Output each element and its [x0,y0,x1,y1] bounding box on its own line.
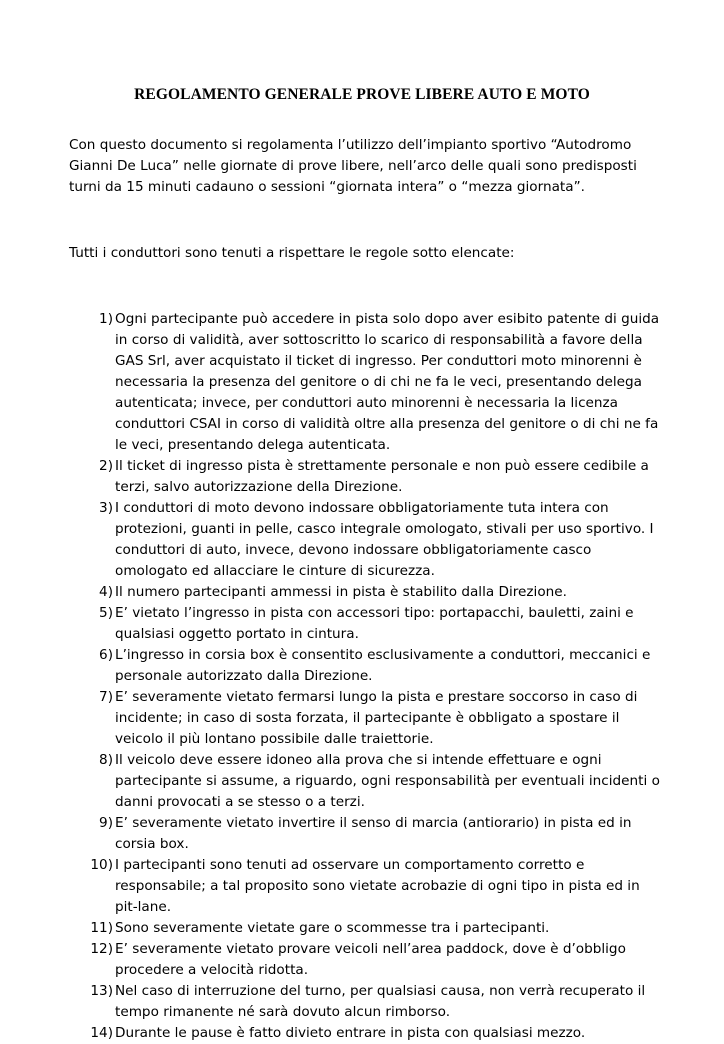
rule-item [69,981,661,1023]
rule-text: I partecipanti sono tenuti ad osservare un comportamento corretto e responsabile; a tal proposito sono vietate acrobazie di ogni tipo in pista ed in pit-lane. [115,857,640,915]
rule-text: Nel caso di interruzione del turno, per qualsiasi causa, non verrà recuperato il tempo rimanente né sarà dovuto alcun rimborso. [115,983,646,1020]
rule-number: 8) [99,752,113,768]
rules-lead-paragraph: Tutti i conduttori sono tenuti a rispettare le regole sotto elencate: [69,245,515,261]
rule-text: E’ severamente vietato provare veicoli nell’area paddock, dove è d’obbligo procedere a velocità ridotta. [115,941,626,978]
rule-item [69,582,661,603]
rule-number: 1) [99,311,113,327]
rule-number: 9) [99,815,113,831]
rule-number: 3) [99,500,113,516]
rule-number: 4) [99,584,113,600]
intro-paragraph: Con questo documento si regolamenta l’utilizzo dell’impianto sportivo “Autodromo Gianni De Luca” nelle giornate di prove libere, nell’arco delle quali sono predisposti turni da 15 minuti cadauno o sessioni “giornata intera” o “mezza giornata”. [69,137,637,195]
rule-text: Ogni partecipante può accedere in pista solo dopo aver esibito patente di guida in corso di validità, aver sottoscritto lo scarico di responsabilità a favore della GAS Srl, aver acquistato il ticket di ingresso. Per conduttori moto minorenni è necessaria la presenza del genitore o di chi ne fa le veci, presentando delega autenticata; invece, per conduttori auto minorenni è necessaria la licenza conduttori CSAI in corso di validità oltre alla presenza del genitore o di chi ne fa le veci, presentando delega autenticata. [115,311,660,453]
rule-number: 14) [90,1025,113,1041]
rule-item [69,687,661,750]
rule-item [69,1023,661,1044]
document-title: REGOLAMENTO GENERALE PROVE LIBERE AUTO E MOTO [134,86,590,103]
rule-item [69,456,661,498]
rule-number: 10) [90,857,113,873]
rules-list [69,309,661,1044]
rule-item [69,813,661,855]
rule-text: E’ severamente vietato invertire il senso di marcia (antiorario) in pista ed in corsia box. [115,815,632,852]
rule-text: L’ingresso in corsia box è consentito esclusivamente a conduttori, meccanici e personale autorizzato dalla Direzione. [115,647,651,684]
rule-number: 13) [90,983,113,999]
rule-text: E’ severamente vietato fermarsi lungo la pista e prestare soccorso in caso di incidente; in caso di sosta forzata, il partecipante è obbligato a spostare il veicolo il più lontano possibile dalle traiettorie. [115,689,638,747]
rule-item [69,309,661,456]
rule-item [69,918,661,939]
rule-text: I conduttori di moto devono indossare obbligatoriamente tuta intera con protezioni, guanti in pelle, casco integrale omologato, stivali per uso sportivo. I conduttori di auto, invece, devono indossare obbligatoriamente casco omologato ed allacciare le cinture di sicurezza. [115,500,654,579]
rule-number: 12) [90,941,113,957]
rule-text: Il numero partecipanti ammessi in pista è stabilito dalla Direzione. [115,584,567,600]
rule-number: 7) [99,689,113,705]
rule-item [69,750,661,813]
rule-text: Il veicolo deve essere idoneo alla prova che si intende effettuare e ogni partecipante si assume, a riguardo, ogni responsabilità per eventuali incidenti o danni provocati a se stesso o a terzi. [115,752,660,810]
rule-number: 6) [99,647,113,663]
rule-item [69,939,661,981]
rule-item [69,603,661,645]
rule-text: Sono severamente vietate gare o scommesse tra i partecipanti. [115,920,550,936]
rule-number: 2) [99,458,113,474]
rule-number: 11) [90,920,113,936]
rule-item [69,645,661,687]
rule-item [69,855,661,918]
rule-item [69,498,661,582]
rule-text: Il ticket di ingresso pista è strettamente personale e non può essere cedibile a terzi, salvo autorizzazione della Direzione. [115,458,649,495]
rule-text: Durante le pause è fatto divieto entrare in pista con qualsiasi mezzo. [115,1025,586,1041]
rule-number: 5) [99,605,113,621]
rule-text: E’ vietato l’ingresso in pista con accessori tipo: portapacchi, bauletti, zaini e qualsiasi oggetto portato in cintura. [115,605,634,642]
